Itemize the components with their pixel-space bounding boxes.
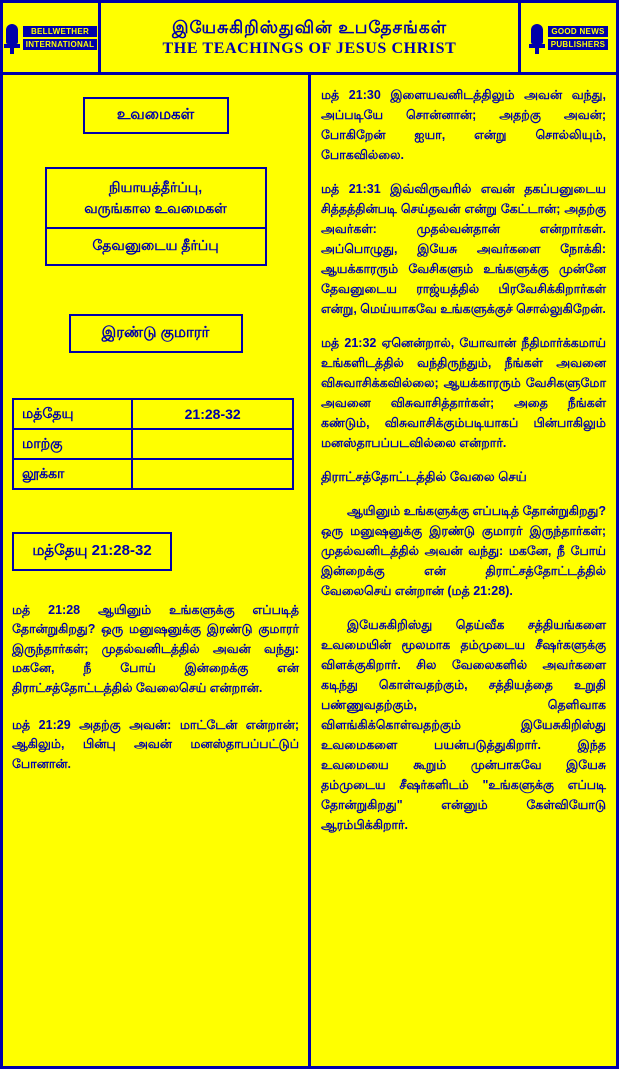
goodnews-line1: GOOD NEWS — [548, 26, 609, 37]
commentary-paragraph-2: இயேசுகிறிஸ்து தெய்வீக சத்தியங்களை உவமையின் மூலமாக தம்முடைய சீஷர்களுக்கு விளக்குகிறார். சில வேலைகளில் அவர்களை கடிந்து கொள்வதற்கும், சத்தியத்தை உறுதி பண்ணுவதற்கும், தெளிவாக விளங்கிக்கொள்வதற்கும் இயேசுகிறிஸ்து உவமைகளை பயன்படுத்துகிறார். இந்த உவமையை கூறும் முன்பாகவே இயேசு தம்முடைய சீஷர்களிடம் "உங்களுக்கு எப்படி தோன்றுகிறது" என்னும் கேள்வியோடு ஆரம்பிக்கிறார். — [321, 617, 606, 832]
gospel-ref-luke — [132, 459, 293, 489]
table-row — [13, 459, 293, 489]
left-column — [3, 75, 311, 1066]
bellwether-line2: INTERNATIONAL — [23, 39, 98, 50]
title-english: THE TEACHINGS OF JESUS CHRIST — [162, 39, 457, 57]
verse-21-29: மத் 21:29 அதற்கு அவன்: மாட்டேன் என்றான்; ஆகிலும், பின்பு அவன் மனஸ்தாபப்பட்டுப் போனான். — [12, 717, 299, 771]
verse-21-28: மத் 21:28 ஆயினும் உங்களுக்கு எப்படித் தோன்றுகிறது? ஒரு மனுஷனுக்கு இரண்டு குமாரர் இருந்தார்கள்; முதல்வனிடத்தில் அவன் வந்து: மகனே, நீ போய் இன்றைக்கு என் திராட்சத்தோட்டத்தில் வேலைசெய் என்றான். — [12, 603, 299, 695]
section-label-gods-judgement: தேவனுடைய தீர்ப்பு — [45, 229, 267, 266]
content-columns — [3, 75, 616, 1066]
page-header — [3, 3, 616, 75]
goodnews-line2: PUBLISHERS — [548, 39, 609, 50]
section-label-two-sons: இரண்டு குமாரர் — [69, 314, 243, 353]
table-row — [13, 399, 293, 429]
bell-icon — [4, 18, 20, 58]
judgement-line-2: வருங்கால உவமைகள் — [84, 200, 227, 216]
judgement-line-1: நியாயத்தீர்ப்பு, — [108, 179, 203, 195]
verse-21-31: மத் 21:31 இவ்விருவரில் எவன் தகப்பனுடைய சித்தத்தின்படி செய்தவன் என்று கேட்டான்; அதற்கு அவர்கள்: முதல்வன்தான் என்றார்கள். அப்பொழுது, இயேசு அவர்களை நோக்கி: ஆயக்காரரும் வேசிகளும் உங்களுக்கு முன்னே தேவனுடைய ராஜ்யத்தில் பிரவேசிக்கிறார்கள் என்று, மெய்யாகவே உங்களுக்குச் சொல்லுகிறேன். — [321, 182, 606, 316]
gospel-name-matthew: மத்தேயு — [13, 399, 132, 429]
title-tamil: இயேசுகிறிஸ்துவின் உபதேசங்கள் — [171, 17, 448, 37]
verse-21-32: மத் 21:32 ஏனென்றால், யோவான் நீதிமார்க்கமாய் உங்களிடத்தில் வந்திருந்தும், நீங்கள் அவனை விசுவாசிக்கவில்லை; ஆயக்காரரும் வேசிகளுமோ அவனை விசுவாசித்தார்கள்; அதை நீங்கள் கண்டும், விசுவாசிக்கும்படியாகப் பின்பாகிலும் மனஸ்தாபப்படவில்லை என்றார். — [321, 336, 606, 450]
table-row — [13, 429, 293, 459]
section-label-parables: உவமைகள் — [83, 97, 229, 134]
commentary-paragraph-1: ஆயினும் உங்களுக்கு எப்படித் தோன்றுகிறது? ஒரு மனுஷனுக்கு இரண்டு குமாரர் இருந்தார்கள்; முதல்வனிடத்தில் அவன் வந்து: மகனே, நீ போய் இன்றைக்கு என் திராட்சத்தோட்டத்தில் வேலைசெய் என்றான் (மத் 21:28). — [321, 503, 606, 598]
gospel-ref-mark — [132, 429, 293, 459]
bell-icon-right — [529, 18, 545, 58]
passage-reference-box: மத்தேயு 21:28-32 — [12, 532, 172, 571]
gospel-name-luke: லூக்கா — [13, 459, 132, 489]
right-column — [311, 75, 616, 1066]
gospel-name-mark: மாற்கு — [13, 429, 132, 459]
gospel-ref-matthew: 21:28-32 — [132, 399, 293, 429]
section-label-judgement — [45, 167, 267, 229]
page-title — [101, 3, 518, 72]
verse-21-30: மத் 21:30 இளையவனிடத்திலும் அவன் வந்து, அப்படியே சொன்னான்; அதற்கு அவன்; போகிறேன் ஐயா, என்று சொல்லியும், போகவில்லை. — [321, 88, 606, 162]
publisher-logo-goodnews — [518, 3, 616, 72]
bellwether-line1: BELLWETHER — [23, 26, 98, 37]
publisher-logo-bellwether — [3, 3, 101, 72]
section-subheading: திராட்சத்தோட்டத்தில் வேலை செய் — [321, 469, 527, 484]
gospel-reference-table — [12, 398, 294, 490]
